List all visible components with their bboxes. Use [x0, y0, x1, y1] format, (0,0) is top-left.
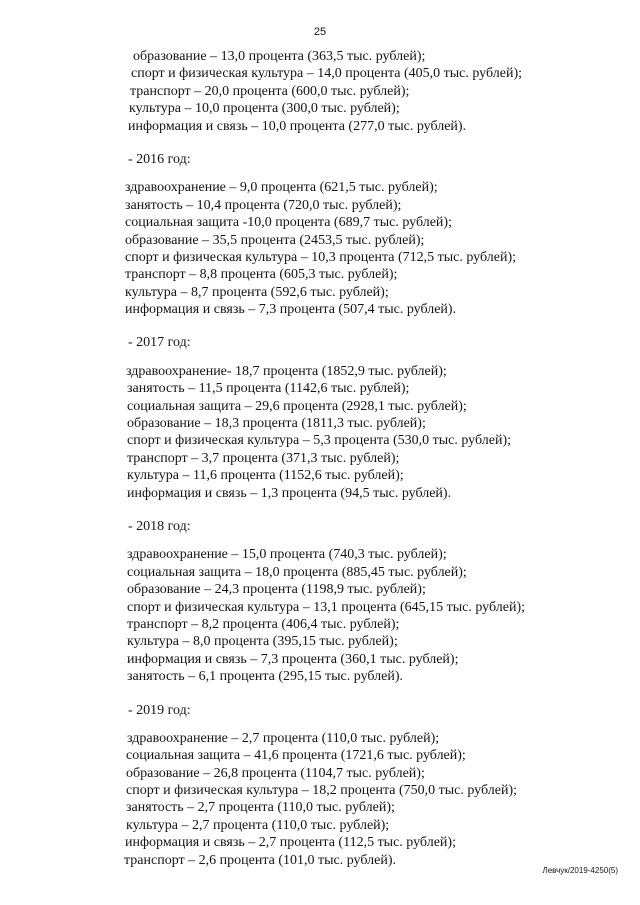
expense-line: образование – 24,3 процента (1198,9 тыс. рублей);: [127, 582, 426, 598]
expense-line: образование – 26,8 процента (1104,7 тыс. рублей);: [126, 765, 425, 781]
expense-section: [0, 318, 640, 502]
expense-line: здравоохранение – 15,0 процента (740,3 тыс. рублей);: [127, 547, 447, 563]
page-number: 25: [313, 26, 327, 38]
expense-line: информация и связь – 10,0 процента (277,0 тыс. рублей).: [128, 118, 467, 134]
expense-line: транспорт – 8,8 процента (605,3 тыс. рублей);: [125, 267, 398, 283]
expense-line: здравоохранение – 2,7 процента (110,0 тыс. рублей);: [127, 730, 440, 746]
expense-line: информация и связь – 2,7 процента (112,5 тыс. рублей);: [125, 835, 456, 851]
expense-line: занятость – 6,1 процента (295,15 тыс. рублей).: [127, 669, 404, 685]
expense-line: транспорт – 8,2 процента (406,4 тыс. рублей);: [127, 616, 400, 632]
expense-line: социальная защита – 18,0 процента (885,45 тыс. рублей);: [127, 564, 467, 580]
expense-line: образование – 35,5 процента (2453,5 тыс. рублей);: [125, 232, 425, 248]
expense-line: образование – 13,0 процента (363,5 тыс. рублей);: [133, 49, 426, 64]
year-heading: - 2017 год:: [128, 335, 191, 351]
expense-line: транспорт – 2,6 процента (101,0 тыс. рублей).: [124, 852, 396, 868]
expense-line: занятость – 10,4 процента (720,0 тыс. рублей);: [125, 197, 402, 213]
expense-line: культура – 2,7 процента (110,0 тыс. рублей);: [126, 817, 390, 833]
expense-line: спорт и физическая культура – 18,2 процента (750,0 тыс. рублей);: [126, 783, 517, 799]
expense-section: [0, 135, 640, 319]
expense-line: образование – 18,3 процента (1811,3 тыс. рублей);: [127, 416, 426, 432]
expense-line: информация и связь – 1,3 процента (94,5 тыс. рублей).: [127, 485, 452, 501]
expense-line: культура – 8,7 процента (592,6 тыс. рублей);: [125, 284, 389, 300]
expense-line: транспорт – 3,7 процента (371,3 тыс. рублей);: [127, 450, 400, 466]
expense-line: социальная защита -10,0 процента (689,7 тыс. рублей);: [125, 215, 452, 231]
expense-section: [0, 48, 640, 135]
expense-line: здравоохранение- 18,7 процента (1852,9 тыс. рублей);: [126, 363, 447, 379]
expense-line: спорт и физическая культура – 14,0 процента (405,0 тыс. рублей);: [131, 66, 522, 82]
expense-section: [0, 686, 640, 870]
year-heading: - 2019 год:: [128, 702, 191, 718]
expense-line: информация и связь – 7,3 процента (507,4 тыс. рублей).: [125, 302, 457, 318]
expense-line: занятость – 11,5 процента (1142,6 тыс. рублей);: [127, 381, 410, 397]
expense-line: спорт и физическая культура – 5,3 процента (530,0 тыс. рублей);: [127, 433, 511, 449]
year-heading: - 2018 год:: [128, 518, 191, 534]
expense-line: спорт и физическая культура – 13,1 процента (645,15 тыс. рублей);: [127, 599, 525, 615]
expense-section: [0, 502, 640, 686]
expense-line: социальная защита – 29,6 процента (2928,1 тыс. рублей);: [127, 398, 467, 414]
expense-line: социальная защита – 41,6 процента (1721,6 тыс. рублей);: [126, 748, 466, 764]
expense-line: транспорт – 20,0 процента (600,0 тыс. рублей);: [130, 83, 410, 99]
expense-line: информация и связь – 7,3 процента (360,1 тыс. рублей);: [127, 651, 459, 667]
document-body: [0, 48, 640, 869]
year-heading: - 2016 год:: [128, 151, 191, 167]
expense-line: культура – 8,0 процента (395,15 тыс. рублей);: [127, 634, 398, 650]
document-footer-code: Левчук/2019-4250(5): [542, 866, 618, 875]
expense-line: спорт и физическая культура – 10,3 процента (712,5 тыс. рублей);: [125, 249, 516, 265]
expense-line: культура – 11,6 процента (1152,6 тыс. рублей);: [127, 468, 404, 484]
expense-line: культура – 10,0 процента (300,0 тыс. рублей);: [129, 101, 400, 117]
expense-line: занятость – 2,7 процента (110,0 тыс. рублей);: [126, 800, 395, 816]
expense-line: здравоохранение – 9,0 процента (621,5 тыс. рублей);: [125, 180, 438, 196]
